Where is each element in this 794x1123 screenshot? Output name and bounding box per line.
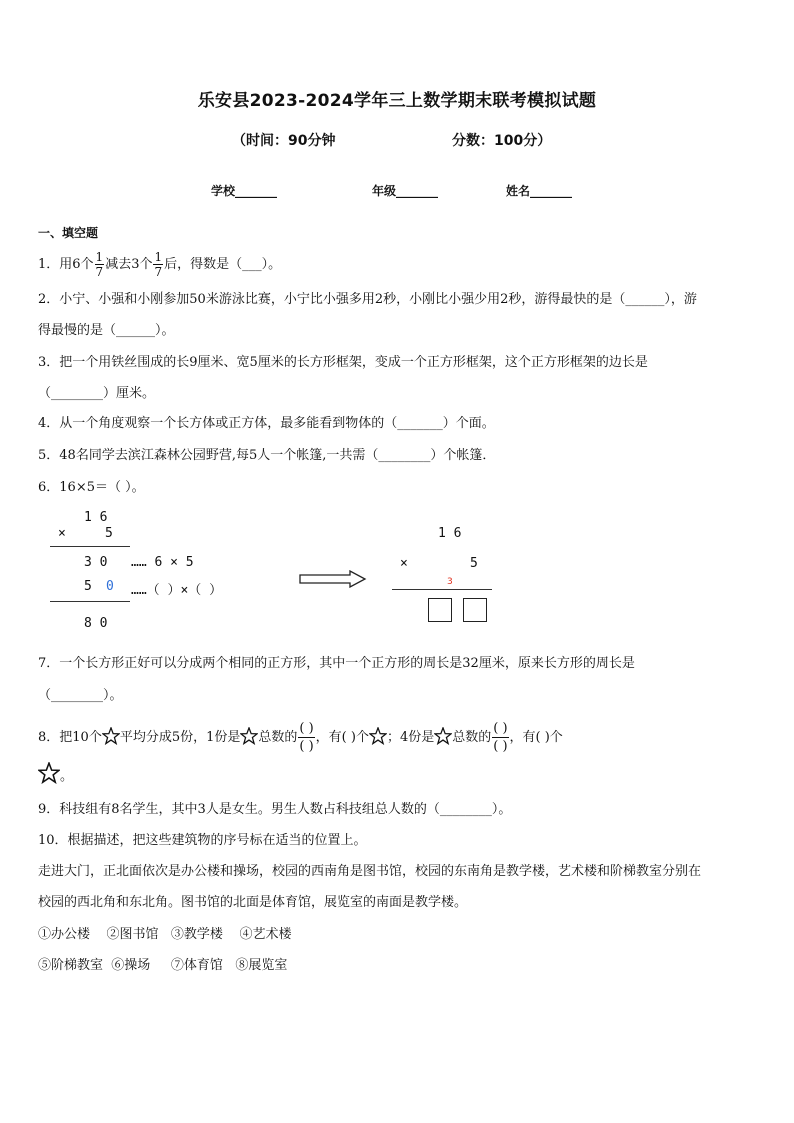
question-10-line-1: 10．根据描述，把这些建筑物的序号标在适当的位置上。 xyxy=(38,833,367,848)
star-icon xyxy=(38,762,60,784)
partial-row-2-digit: 5 xyxy=(84,579,92,594)
calc-rule-line xyxy=(392,589,492,590)
calc-result: 8 0 xyxy=(84,616,108,631)
blank-fraction[interactable]: $\frac{( )}{( )}$ xyxy=(299,721,314,754)
school-field[interactable]: 学校_______ xyxy=(211,184,278,198)
question-8-line-2: 。 xyxy=(38,762,73,787)
question-7-line-2: （________）。 xyxy=(38,688,123,703)
question-2-line-2: 得最慢的是（______）。 xyxy=(38,323,175,338)
building-options-1: ①办公楼 ②图书馆 ③教学楼 ④艺术楼 xyxy=(38,927,292,942)
partial-row-1: 3 0 xyxy=(84,555,108,570)
question-10-line-3: 校园的西北角和东北角。图书馆的北面是体育馆，展览室的南面是教学楼。 xyxy=(38,895,468,910)
star-icon xyxy=(102,727,120,745)
exam-time: （时间：90分钟 xyxy=(232,133,336,149)
times-sign: × xyxy=(58,526,66,541)
name-field[interactable]: 姓名_______ xyxy=(506,184,573,198)
star-icon xyxy=(240,727,258,745)
calc-rule-line xyxy=(50,546,130,547)
question-10-line-2: 走进大门，正北面依次是办公楼和操场，校园的西南角是图书馆，校园的东南角是教学楼，艺术楼和阶梯教室分别在 xyxy=(38,864,702,879)
question-8: 8．把10个 平均分成5份，1份是 总数的 $\frac{( )}{( )}$ ，有( )个 ；4份是 总数的 $\frac{( )}{( )}$ ，有( )个 xyxy=(38,721,563,754)
calc-top-number: 1 6 xyxy=(84,510,108,525)
partial-row-2-note: ……（ ）×（ ） xyxy=(131,583,223,598)
grade-field[interactable]: 年级_______ xyxy=(372,184,439,198)
question-6: 6．16×5＝（ ）。 xyxy=(38,480,145,495)
star-icon xyxy=(369,727,387,745)
times-sign: × xyxy=(400,556,408,571)
page-title: 乐安县2023-2024学年三上数学期末联考模拟试题 xyxy=(197,91,597,111)
building-options-2: ⑤阶梯教室 ⑥操场 ⑦体育馆 ⑧展览室 xyxy=(38,958,288,973)
arrow-right-icon xyxy=(298,570,368,588)
calc-multiplier: 5 xyxy=(105,526,113,541)
star-icon xyxy=(434,727,452,745)
question-9: 9．科技组有8名学生，其中3人是女生。男生人数占科技组总人数的（________）。 xyxy=(38,802,512,817)
blank-fraction[interactable]: $\frac{( )}{( )}$ xyxy=(493,721,508,754)
question-5: 5．48名同学去滨江森林公园野营,每5人一个帐篷,一共需（________）个帐篷． xyxy=(38,448,496,463)
calc2-multiplier: 5 xyxy=(470,556,478,571)
calc-rule-line xyxy=(50,601,130,602)
partial-row-2-zero: 0 xyxy=(106,579,114,594)
section-heading: 一、填空题 xyxy=(38,226,99,240)
calc2-top-number: 1 6 xyxy=(438,526,462,541)
question-3-line-2: （________）厘米。 xyxy=(38,386,156,401)
partial-row-1-note: …… 6 × 5 xyxy=(131,555,194,570)
question-3-line-1: 3．把一个用铁丝围成的长9厘米、宽5厘米的长方形框架，变成一个正方形框架，这个正方形框架的边长是 xyxy=(38,355,648,370)
question-7-line-1: 7．一个长方形正好可以分成两个相同的正方形，其中一个正方形的周长是32厘米，原来长方形的周长是 xyxy=(38,656,635,671)
fraction: $\frac{1}{7}$ xyxy=(95,250,104,279)
question-1: 1．用6个 $\frac{1}{7}$ 减去3个 $\frac{1}{7}$ 后，得数是（___）。 xyxy=(38,250,282,279)
question-2-line-1: 2．小宁、小强和小刚参加50米游泳比赛，小宁比小强多用2秒，小刚比小强少用2秒，游得最快的是（______），游 xyxy=(38,292,697,307)
answer-box[interactable] xyxy=(463,598,487,622)
answer-box[interactable] xyxy=(428,598,452,622)
fraction: $\frac{1}{7}$ xyxy=(154,250,163,279)
question-4: 4．从一个角度观察一个长方体或正方体，最多能看到物体的（_______）个面。 xyxy=(38,416,495,431)
exam-score: 分数：100分） xyxy=(452,133,552,149)
carry-digit: 3 xyxy=(447,577,453,587)
